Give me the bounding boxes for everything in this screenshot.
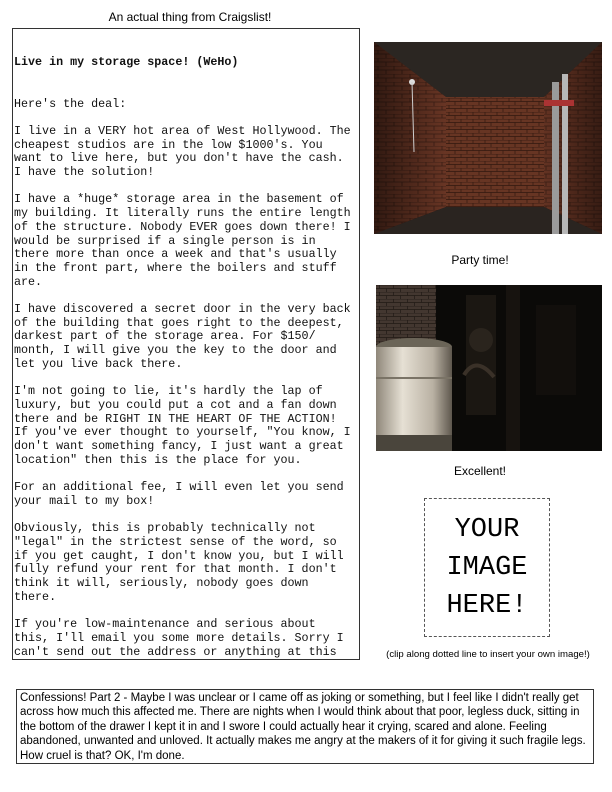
image-placeholder xyxy=(424,498,550,637)
ad-title: Live in my storage space! (WeHo) xyxy=(14,55,239,70)
confession-box xyxy=(16,689,594,764)
placeholder-line-1: YOUR xyxy=(454,514,520,545)
placeholder-line-3: HERE! xyxy=(446,590,528,621)
craigslist-ad-box xyxy=(12,28,360,660)
second-photo-caption: Excellent! xyxy=(453,464,507,478)
placeholder-line-2: IMAGE xyxy=(446,552,528,583)
page-header-caption: An actual thing from Craigslist! xyxy=(108,10,272,24)
first-photo-caption: Party time! xyxy=(451,253,509,267)
ad-body: Here's the deal: I live in a VERY hot area of West Hollywood. The cheapest studios are in the low $1000's. You want to live here, but you don't have the cash. I have the solution! I have a *huge* storage area in the basement of my building. It literally runs the entire length of the structure. Nobody EVER goes down there! I would be surprised if a single person is in there more than once a week and that's usually in the front part, where the boilers and stuff are. I have discovered a secret door in the very back of the building that goes right to the deepest, darkest part of the storage area. For $150/ month, I will give you the key to the door and let you live back there. I'm not going to lie, it's hardly the lap of luxury, but you could put a cot and a fan down there and be RIGHT IN THE HEART OF THE ACTION! If you've ever thought to yourself, "You know, I don't want something fancy, I just want a great location" then this is the place for you. For an additional fee, I will even let you send your mail to my box! Obviously, this is probably technically not "legal" in the strictest sense of the word, so if you get caught, I don't know you, but I will fully refund your rent for that month. I don't think it will, seriously, nobody goes down there. If you're low-maintenance and serious about this, I'll email you some more details. Sorry I can't send out the address or anything at this xyxy=(14,96,351,659)
storage-hallway-photo xyxy=(374,42,602,234)
confession-text: Confessions! Part 2 - Maybe I was unclear or I came off as joking or something, but I feel like I didn't really get across how much this affected me. There are nights when I would think about that poor, legless duck, sitting in the bottom of the drawer I kept it in and I swore I could actually hear it crying, scared and alone. Feeling abandoned, unwanted and unloved. It actually makes me angry at the makers of it for giving it such fragile legs. How cruel is that? OK, I'm done. xyxy=(20,692,586,762)
placeholder-caption: (clip along dotted line to insert your own image!) xyxy=(386,649,590,660)
boiler-room-photo xyxy=(376,285,602,451)
